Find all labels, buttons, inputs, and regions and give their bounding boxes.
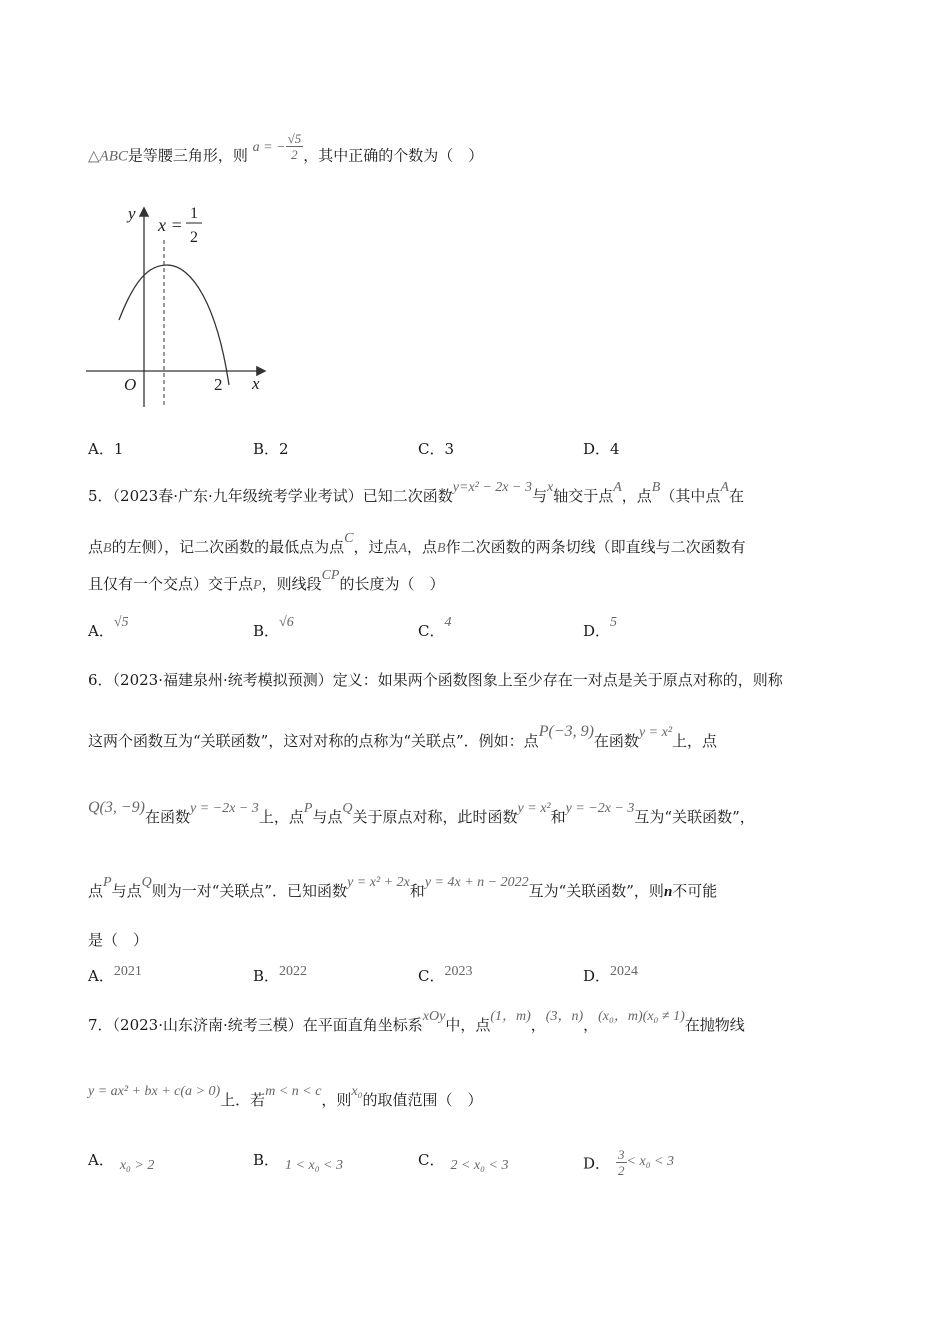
q6-text: 是（ ） bbox=[88, 931, 149, 949]
option-value: < x₀ < 3 bbox=[626, 1153, 675, 1169]
q6-var-p: P bbox=[303, 801, 313, 816]
q5-var-p: P bbox=[253, 578, 262, 593]
q6-function: y = x² bbox=[638, 725, 673, 740]
q7-point-1: (1，m) bbox=[490, 1009, 531, 1024]
q7-text: 在平面直角坐标系 bbox=[302, 1016, 423, 1034]
q7-point-3: (x₀，m)(x₀ ≠ 1) bbox=[598, 1009, 685, 1024]
triangle-abc: △ABC bbox=[88, 148, 128, 165]
q6-source: （2023·福建泉州·统考模拟预测） bbox=[112, 671, 333, 689]
q6-function: y = 4x + n − 2022 bbox=[424, 875, 529, 890]
q6-var-q: Q bbox=[141, 875, 152, 890]
q6-text: 与点 bbox=[111, 882, 142, 900]
q4-tail bbox=[88, 131, 484, 172]
q5-var-b: B bbox=[103, 541, 112, 556]
q6-text: 不可能 bbox=[672, 882, 718, 900]
option-letter: A． bbox=[88, 967, 114, 985]
q7-point-2: (3，n) bbox=[545, 1009, 584, 1024]
q5-number: 5． bbox=[88, 487, 113, 505]
q6-point-q: Q(3, −9) bbox=[88, 799, 146, 816]
q6-text: 这两个函数互为“关联函数”，这对对称的点称为“关联点”．例如：点 bbox=[88, 732, 539, 750]
q6-function: y = x² bbox=[517, 801, 551, 816]
q6-text: 上，点 bbox=[258, 808, 304, 826]
q7-text: 上．若 bbox=[220, 1091, 266, 1109]
option-letter: C． bbox=[418, 967, 445, 985]
q7-text: 中，点 bbox=[445, 1016, 491, 1034]
option-letter: C． bbox=[418, 1151, 445, 1169]
axis-eq-num: 1 bbox=[190, 205, 198, 222]
q4-option-b[interactable] bbox=[253, 438, 289, 460]
q6-text: 互为“关联函数”， bbox=[634, 808, 755, 826]
q4-formula-frac bbox=[286, 131, 304, 162]
q7-option-c[interactable] bbox=[418, 1149, 508, 1173]
q6-var-q: Q bbox=[342, 801, 353, 816]
q7-x0: x₀ bbox=[351, 1084, 363, 1099]
q5-text: ，点 bbox=[621, 487, 652, 505]
axis-eq-lhs: x = bbox=[158, 215, 183, 235]
q4-text-1: 是等腰三角形，则 bbox=[127, 146, 248, 165]
q5-var-a: A bbox=[398, 541, 408, 556]
q6-number: 6． bbox=[88, 671, 113, 689]
q6-function: y = −2x − 3 bbox=[190, 801, 259, 816]
q7-source: （2023·山东济南·统考三模） bbox=[112, 1016, 303, 1034]
q5-var-a: A bbox=[613, 480, 622, 495]
parabola-graph bbox=[82, 195, 282, 425]
q5-text: 在 bbox=[728, 487, 744, 505]
option-value: 2 < x₀ < 3 bbox=[450, 1158, 509, 1173]
q6-option-c[interactable] bbox=[418, 965, 472, 989]
q7-line-2 bbox=[88, 1084, 483, 1113]
q5-text: 的左侧），记二次函数的最低点为点 bbox=[111, 538, 345, 556]
q7-text: 在抛物线 bbox=[684, 1016, 745, 1034]
q6-text: 和 bbox=[409, 882, 425, 900]
q4-option-d[interactable] bbox=[583, 438, 620, 460]
q7-parabola: y = ax² + bx + c(a > 0) bbox=[88, 1084, 221, 1099]
option-value: 5 bbox=[610, 615, 618, 630]
q6-line-4 bbox=[88, 875, 718, 904]
q6-text: 点 bbox=[88, 882, 104, 900]
q5-var-b: B bbox=[437, 541, 446, 556]
option-value: 4 bbox=[444, 615, 452, 630]
q5-text: 已知二次函数 bbox=[362, 487, 453, 505]
q6-var-p: P bbox=[103, 875, 112, 890]
option-letter: D． bbox=[583, 622, 611, 640]
q5-option-a[interactable] bbox=[88, 615, 129, 644]
q5-var-b: B bbox=[651, 480, 661, 495]
option-value: 1 bbox=[113, 440, 124, 458]
q6-line-1 bbox=[88, 669, 783, 691]
q5-line-1 bbox=[88, 480, 744, 509]
q5-text: 轴交于点 bbox=[553, 487, 614, 505]
option-letter: A． bbox=[88, 440, 114, 458]
option-value: 2022 bbox=[279, 964, 308, 979]
option-letter: B． bbox=[253, 967, 280, 985]
q5-text: 且仅有一个交点）交于点 bbox=[88, 575, 254, 593]
q5-var-c: C bbox=[344, 531, 354, 546]
q5-text: （其中点 bbox=[660, 487, 721, 505]
q5-line-2 bbox=[88, 531, 746, 560]
q5-text: 的长度为（ ） bbox=[339, 575, 445, 593]
option-letter: B． bbox=[253, 440, 280, 458]
option-letter: A． bbox=[88, 1151, 114, 1169]
q6-function: y = x² + 2x bbox=[347, 875, 410, 890]
q5-text: ，过点 bbox=[353, 538, 399, 556]
x-axis-label: x bbox=[252, 374, 260, 393]
q7-d-frac bbox=[616, 1147, 627, 1178]
q6-text: 上，点 bbox=[672, 732, 718, 750]
q7-option-a[interactable] bbox=[88, 1149, 154, 1173]
q6-text: 与点 bbox=[312, 808, 343, 826]
q6-line-5 bbox=[88, 929, 148, 951]
q7-line-1 bbox=[88, 1009, 745, 1038]
q6-line-2 bbox=[88, 723, 718, 754]
option-value: 2021 bbox=[113, 964, 142, 979]
option-letter: A． bbox=[88, 622, 114, 640]
q5-line-3 bbox=[88, 568, 445, 597]
q6-text: 在函数 bbox=[593, 732, 639, 750]
q6-line-3 bbox=[88, 799, 755, 830]
q6-var-n: n bbox=[663, 884, 673, 900]
y-axis-label: y bbox=[128, 204, 136, 223]
option-value: 4 bbox=[610, 440, 620, 458]
q6-option-b[interactable] bbox=[253, 965, 307, 989]
option-value: 3 bbox=[444, 440, 455, 458]
q5-function: y=x² − 2x − 3 bbox=[452, 480, 532, 495]
q5-option-c[interactable] bbox=[418, 615, 452, 644]
q5-source: （2023春·广东·九年级统考学业考试） bbox=[112, 487, 363, 505]
q5-text: 作二次函数的两条切线（即直线与二次函数有 bbox=[445, 538, 746, 556]
q5-text: ，则线段 bbox=[261, 575, 322, 593]
q6-text: 在函数 bbox=[145, 808, 191, 826]
q7-number: 7． bbox=[88, 1016, 113, 1034]
root-label: 2 bbox=[214, 375, 223, 394]
option-value: 2024 bbox=[610, 964, 639, 979]
option-letter: C． bbox=[418, 622, 445, 640]
q7-sep: ， bbox=[583, 1016, 599, 1034]
q4-option-a[interactable] bbox=[88, 438, 123, 460]
q5-text: 点 bbox=[88, 538, 104, 556]
parabola-curve bbox=[119, 265, 229, 385]
option-value: x₀ > 2 bbox=[119, 1158, 155, 1173]
option-letter: C． bbox=[418, 440, 445, 458]
q5-option-d[interactable] bbox=[583, 615, 618, 644]
option-value: √6 bbox=[279, 615, 294, 630]
q6-function: y = −2x − 3 bbox=[565, 801, 635, 816]
q5-var-a: A bbox=[720, 480, 729, 495]
q6-option-d[interactable] bbox=[583, 965, 638, 989]
q6-text: 则为一对“关联点”．已知函数 bbox=[151, 882, 348, 900]
q5-var-x: x bbox=[546, 480, 554, 495]
origin-label: O bbox=[124, 375, 137, 394]
q6-option-a[interactable] bbox=[88, 965, 142, 989]
q7-sep: ， bbox=[530, 1016, 546, 1034]
q4-option-c[interactable] bbox=[418, 438, 454, 460]
q4-formula-lhs: a = − bbox=[252, 139, 286, 155]
option-letter: D． bbox=[583, 1154, 611, 1173]
axis-eq-den: 2 bbox=[190, 229, 198, 246]
q6-text: 互为“关联函数”，则 bbox=[528, 882, 664, 900]
q6-text: 定义：如果两个函数图象上至少存在一对点是关于原点对称的，则称 bbox=[332, 671, 783, 689]
option-value: √5 bbox=[113, 615, 129, 630]
q4-formula-num: √5 bbox=[287, 131, 302, 146]
q7-condition: m < n < c bbox=[265, 1084, 322, 1099]
q6-text: 关于原点对称，此时函数 bbox=[352, 808, 518, 826]
option-value: 2 bbox=[279, 440, 289, 458]
q5-text: ，点 bbox=[407, 538, 438, 556]
q4-text-2: ，其中正确的个数为（ ） bbox=[303, 146, 484, 165]
q5-text: 与 bbox=[531, 487, 547, 505]
q6-point-p: P(−3, 9) bbox=[538, 723, 594, 740]
q5-option-b[interactable] bbox=[253, 615, 294, 644]
q7-option-b[interactable] bbox=[253, 1149, 343, 1173]
q5-var-cp: CP bbox=[321, 568, 340, 583]
option-letter: B． bbox=[253, 1151, 280, 1169]
option-letter: B． bbox=[253, 622, 280, 640]
q7-text: 的取值范围（ ） bbox=[362, 1091, 483, 1109]
q7-option-d[interactable] bbox=[583, 1149, 674, 1180]
q6-text: 和 bbox=[550, 808, 566, 826]
option-value: 2023 bbox=[444, 964, 473, 979]
option-letter: D． bbox=[583, 967, 611, 985]
frac-num: 3 bbox=[618, 1147, 625, 1162]
q7-xoy: xOy bbox=[422, 1009, 446, 1024]
q4-formula-den: 2 bbox=[291, 147, 298, 162]
q7-text: ，则 bbox=[321, 1091, 352, 1109]
option-value: 1 < x₀ < 3 bbox=[285, 1158, 344, 1173]
option-letter: D． bbox=[583, 440, 611, 458]
frac-den: 2 bbox=[618, 1163, 625, 1178]
